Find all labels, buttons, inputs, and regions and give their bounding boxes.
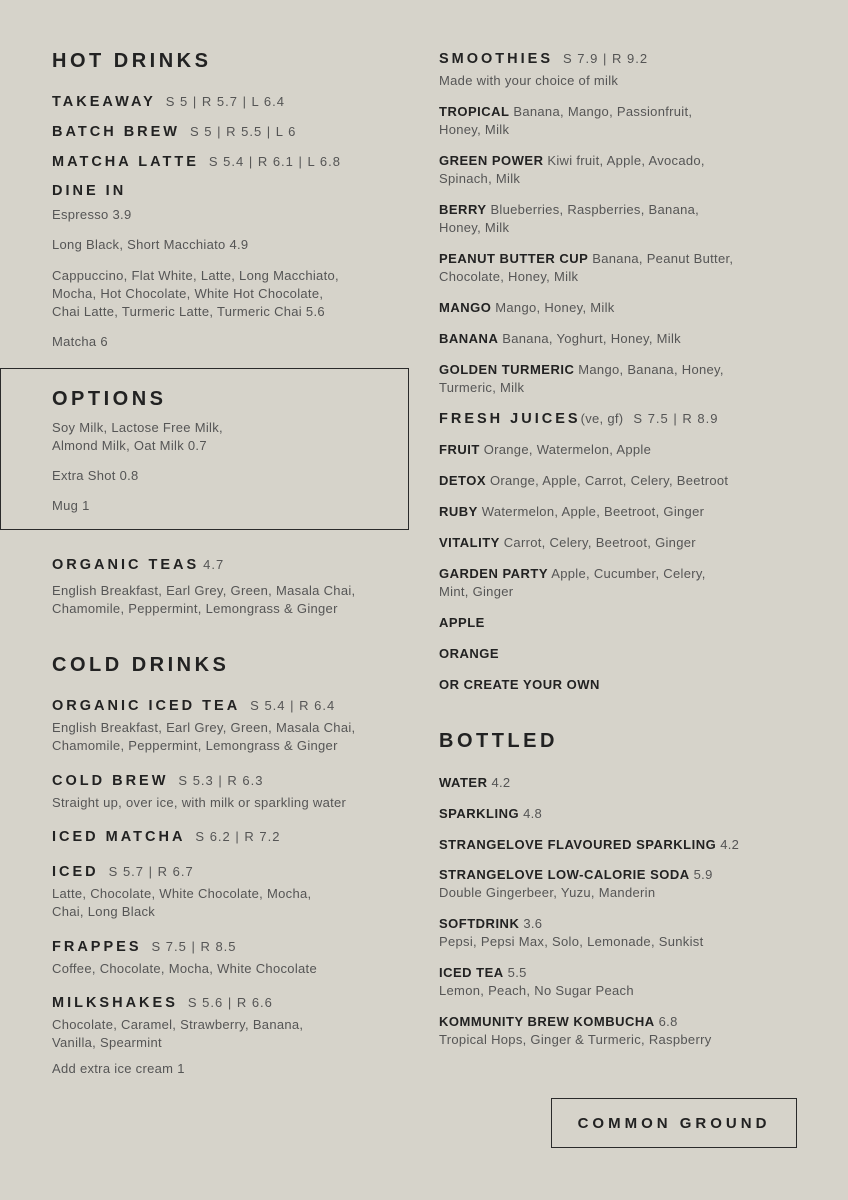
organic-teas-desc bbox=[52, 582, 355, 618]
juice-desc: Carrot, Celery, Beetroot, Ginger bbox=[503, 535, 696, 550]
bottled-price: 5.9 bbox=[693, 867, 713, 882]
smoothie-item bbox=[439, 299, 615, 317]
smoothie-name: BERRY bbox=[439, 202, 487, 217]
juice-desc: Apple, Cucumber, Celery, bbox=[551, 566, 706, 581]
hot-drinks-title: HOT DRINKS bbox=[52, 50, 212, 72]
organic-iced-tea-desc bbox=[52, 719, 355, 755]
smoothie-desc-2: Turmeric, Milk bbox=[439, 380, 525, 395]
bottled-item bbox=[439, 866, 713, 902]
bottled-price: 6.8 bbox=[658, 1014, 678, 1029]
smoothie-desc: Mango, Honey, Milk bbox=[495, 300, 615, 315]
options-milk-line-2: Almond Milk, Oat Milk 0.7 bbox=[52, 438, 207, 453]
juice-item bbox=[439, 676, 600, 694]
bottled-item bbox=[439, 915, 704, 951]
frappes-desc: Coffee, Chocolate, Mocha, White Chocolate bbox=[52, 961, 317, 976]
juice-name: APPLE bbox=[439, 615, 485, 630]
juice-desc: Watermelon, Apple, Beetroot, Ginger bbox=[481, 504, 705, 519]
fresh-juices-row bbox=[439, 410, 718, 428]
bottled-name: ICED TEA bbox=[439, 965, 504, 980]
dine-in-heading: DINE IN bbox=[52, 183, 127, 199]
milkshakes-desc-1: Chocolate, Caramel, Strawberry, Banana, bbox=[52, 1017, 304, 1032]
juice-name: ORANGE bbox=[439, 646, 500, 661]
smoothie-desc: Kiwi fruit, Apple, Avocado, bbox=[547, 153, 705, 168]
iced-row bbox=[52, 863, 194, 881]
organic-teas-price: 4.7 bbox=[203, 557, 225, 572]
iced-matcha-price: S 6.2 | R 7.2 bbox=[195, 829, 281, 844]
batch-brew-price: S 5 | R 5.5 | L 6 bbox=[190, 124, 297, 139]
milkshakes-desc-2: Vanilla, Spearmint bbox=[52, 1035, 162, 1050]
organic-teas-desc-1: English Breakfast, Earl Grey, Green, Masala Chai, bbox=[52, 583, 356, 598]
options-extra-shot: Extra Shot 0.8 bbox=[52, 468, 139, 483]
bottled-item bbox=[439, 805, 542, 823]
smoothie-item bbox=[439, 330, 681, 348]
juice-name: RUBY bbox=[439, 504, 478, 519]
organic-iced-tea-name: ORGANIC ICED TEA bbox=[52, 698, 241, 714]
smoothie-item bbox=[439, 103, 692, 139]
matcha-latte-price: S 5.4 | R 6.1 | L 6.8 bbox=[208, 154, 341, 169]
juice-item bbox=[439, 503, 704, 521]
frappes-name: FRAPPES bbox=[52, 939, 142, 955]
iced-desc bbox=[52, 885, 311, 921]
takeaway-price: S 5 | R 5.7 | L 6.4 bbox=[165, 94, 285, 109]
smoothie-name: GREEN POWER bbox=[439, 153, 544, 168]
bottled-title: BOTTLED bbox=[439, 730, 558, 752]
bottled-desc: Pepsi, Pepsi Max, Solo, Lemonade, Sunkist bbox=[439, 934, 704, 949]
juice-name: OR CREATE YOUR OWN bbox=[439, 677, 600, 692]
juice-name: VITALITY bbox=[439, 535, 500, 550]
smoothie-name: BANANA bbox=[439, 331, 499, 346]
fresh-juices-price: S 7.5 | R 8.9 bbox=[633, 411, 719, 426]
bottled-name: SOFTDRINK bbox=[439, 916, 520, 931]
juice-item bbox=[439, 565, 706, 601]
juice-item bbox=[439, 645, 499, 663]
brand-name: COMMON GROUND bbox=[577, 1114, 771, 1132]
batch-brew-row bbox=[52, 123, 296, 141]
juice-name: FRUIT bbox=[439, 442, 480, 457]
smoothies-row bbox=[439, 50, 648, 68]
bottled-name: KOMMUNITY BREW KOMBUCHA bbox=[439, 1014, 655, 1029]
milkshakes-desc bbox=[52, 1016, 303, 1052]
organic-iced-tea-price: S 5.4 | R 6.4 bbox=[250, 698, 336, 713]
smoothie-item bbox=[439, 250, 733, 286]
cold-drinks-title: COLD DRINKS bbox=[52, 654, 230, 676]
smoothie-name: MANGO bbox=[439, 300, 492, 315]
smoothie-desc: Banana, Yoghurt, Honey, Milk bbox=[502, 331, 681, 346]
cappuccino-item bbox=[52, 267, 339, 321]
smoothie-desc: Blueberries, Raspberries, Banana, bbox=[490, 202, 700, 217]
juice-item bbox=[439, 534, 696, 552]
iced-desc-1: Latte, Chocolate, White Chocolate, Mocha, bbox=[52, 886, 312, 901]
bottled-item bbox=[439, 1013, 712, 1049]
options-title: OPTIONS bbox=[52, 388, 167, 410]
smoothie-item bbox=[439, 152, 705, 188]
bottled-desc: Double Gingerbeer, Yuzu, Manderin bbox=[439, 885, 656, 900]
organic-iced-tea-row bbox=[52, 697, 335, 715]
options-milk-line-1: Soy Milk, Lactose Free Milk, bbox=[52, 420, 223, 435]
bottled-price: 4.8 bbox=[523, 806, 543, 821]
smoothie-item bbox=[439, 201, 699, 237]
brand-logo-box bbox=[551, 1098, 797, 1148]
smoothie-desc-2: Spinach, Milk bbox=[439, 171, 521, 186]
bottled-item bbox=[439, 964, 634, 1000]
bottled-name: SPARKLING bbox=[439, 806, 520, 821]
smoothie-name: TROPICAL bbox=[439, 104, 510, 119]
bottled-name: STRANGELOVE LOW-CALORIE SODA bbox=[439, 867, 690, 882]
long-black-item: Long Black, Short Macchiato 4.9 bbox=[52, 237, 249, 252]
cappuccino-line-2: Mocha, Hot Chocolate, White Hot Chocolate, bbox=[52, 286, 324, 301]
frappes-row bbox=[52, 938, 237, 956]
organic-iced-tea-desc-1: English Breakfast, Earl Grey, Green, Masala Chai, bbox=[52, 720, 356, 735]
cold-brew-name: COLD BREW bbox=[52, 773, 169, 789]
iced-matcha-row bbox=[52, 828, 280, 846]
bottled-item bbox=[439, 774, 510, 792]
cold-brew-price: S 5.3 | R 6.3 bbox=[178, 773, 264, 788]
smoothie-desc: Banana, Mango, Passionfruit, bbox=[513, 104, 693, 119]
extra-ice-cream: Add extra ice cream 1 bbox=[52, 1061, 185, 1076]
iced-price: S 5.7 | R 6.7 bbox=[108, 864, 194, 879]
smoothie-desc: Mango, Banana, Honey, bbox=[578, 362, 724, 377]
cappuccino-line-3: Chai Latte, Turmeric Latte, Turmeric Chai 5.6 bbox=[52, 304, 325, 319]
frappes-price: S 7.5 | R 8.5 bbox=[151, 939, 237, 954]
organic-teas-desc-2: Chamomile, Peppermint, Lemongrass & Ginger bbox=[52, 601, 338, 616]
organic-teas-row bbox=[52, 556, 224, 574]
milkshakes-name: MILKSHAKES bbox=[52, 995, 178, 1011]
organic-teas-name: ORGANIC TEAS bbox=[52, 557, 200, 573]
bottled-desc: Tropical Hops, Ginger & Turmeric, Raspberry bbox=[439, 1032, 712, 1047]
bottled-name: STRANGELOVE FLAVOURED SPARKLING bbox=[439, 837, 717, 852]
organic-iced-tea-desc-2: Chamomile, Peppermint, Lemongrass & Ginger bbox=[52, 738, 338, 753]
options-box bbox=[0, 368, 409, 530]
juice-item bbox=[439, 614, 485, 632]
cold-brew-desc: Straight up, over ice, with milk or sparkling water bbox=[52, 795, 347, 810]
juice-item bbox=[439, 441, 651, 459]
takeaway-row bbox=[52, 93, 285, 111]
juice-desc: Orange, Watermelon, Apple bbox=[483, 442, 652, 457]
matcha-item: Matcha 6 bbox=[52, 334, 108, 349]
takeaway-name: TAKEAWAY bbox=[52, 94, 156, 110]
smoothie-name: PEANUT BUTTER CUP bbox=[439, 251, 589, 266]
milkshakes-row bbox=[52, 994, 273, 1012]
smoothie-desc: Banana, Peanut Butter, bbox=[592, 251, 734, 266]
matcha-latte-row bbox=[52, 153, 341, 171]
bottled-item bbox=[439, 836, 739, 854]
smoothies-name: SMOOTHIES bbox=[439, 51, 554, 67]
fresh-juices-name: FRESH JUICES bbox=[439, 411, 581, 427]
bottled-desc: Lemon, Peach, No Sugar Peach bbox=[439, 983, 634, 998]
bottled-price: 5.5 bbox=[507, 965, 527, 980]
bottled-price: 4.2 bbox=[491, 775, 511, 790]
bottled-price: 4.2 bbox=[720, 837, 740, 852]
juice-desc: Orange, Apple, Carrot, Celery, Beetroot bbox=[489, 473, 729, 488]
milkshakes-price: S 5.6 | R 6.6 bbox=[187, 995, 273, 1010]
juice-name: GARDEN PARTY bbox=[439, 566, 549, 581]
espresso-item: Espresso 3.9 bbox=[52, 207, 132, 222]
options-milk bbox=[52, 419, 223, 455]
iced-name: ICED bbox=[52, 864, 99, 880]
juice-desc-2: Mint, Ginger bbox=[439, 584, 514, 599]
batch-brew-name: BATCH BREW bbox=[52, 124, 180, 140]
juice-item bbox=[439, 472, 728, 490]
fresh-juices-note: (ve, gf) bbox=[580, 411, 624, 426]
options-mug: Mug 1 bbox=[52, 498, 90, 513]
iced-desc-2: Chai, Long Black bbox=[52, 904, 156, 919]
cold-brew-row bbox=[52, 772, 263, 790]
matcha-latte-name: MATCHA LATTE bbox=[52, 154, 199, 170]
iced-matcha-name: ICED MATCHA bbox=[52, 829, 186, 845]
smoothie-name: GOLDEN TURMERIC bbox=[439, 362, 575, 377]
bottled-name: WATER bbox=[439, 775, 488, 790]
smoothies-subtitle: Made with your choice of milk bbox=[439, 73, 619, 88]
bottled-price: 3.6 bbox=[523, 916, 543, 931]
smoothie-desc-2: Chocolate, Honey, Milk bbox=[439, 269, 579, 284]
smoothie-desc-2: Honey, Milk bbox=[439, 122, 510, 137]
juice-name: DETOX bbox=[439, 473, 487, 488]
smoothie-item bbox=[439, 361, 724, 397]
smoothie-desc-2: Honey, Milk bbox=[439, 220, 510, 235]
smoothies-price: S 7.9 | R 9.2 bbox=[563, 51, 649, 66]
cappuccino-line-1: Cappuccino, Flat White, Latte, Long Macchiato, bbox=[52, 268, 339, 283]
